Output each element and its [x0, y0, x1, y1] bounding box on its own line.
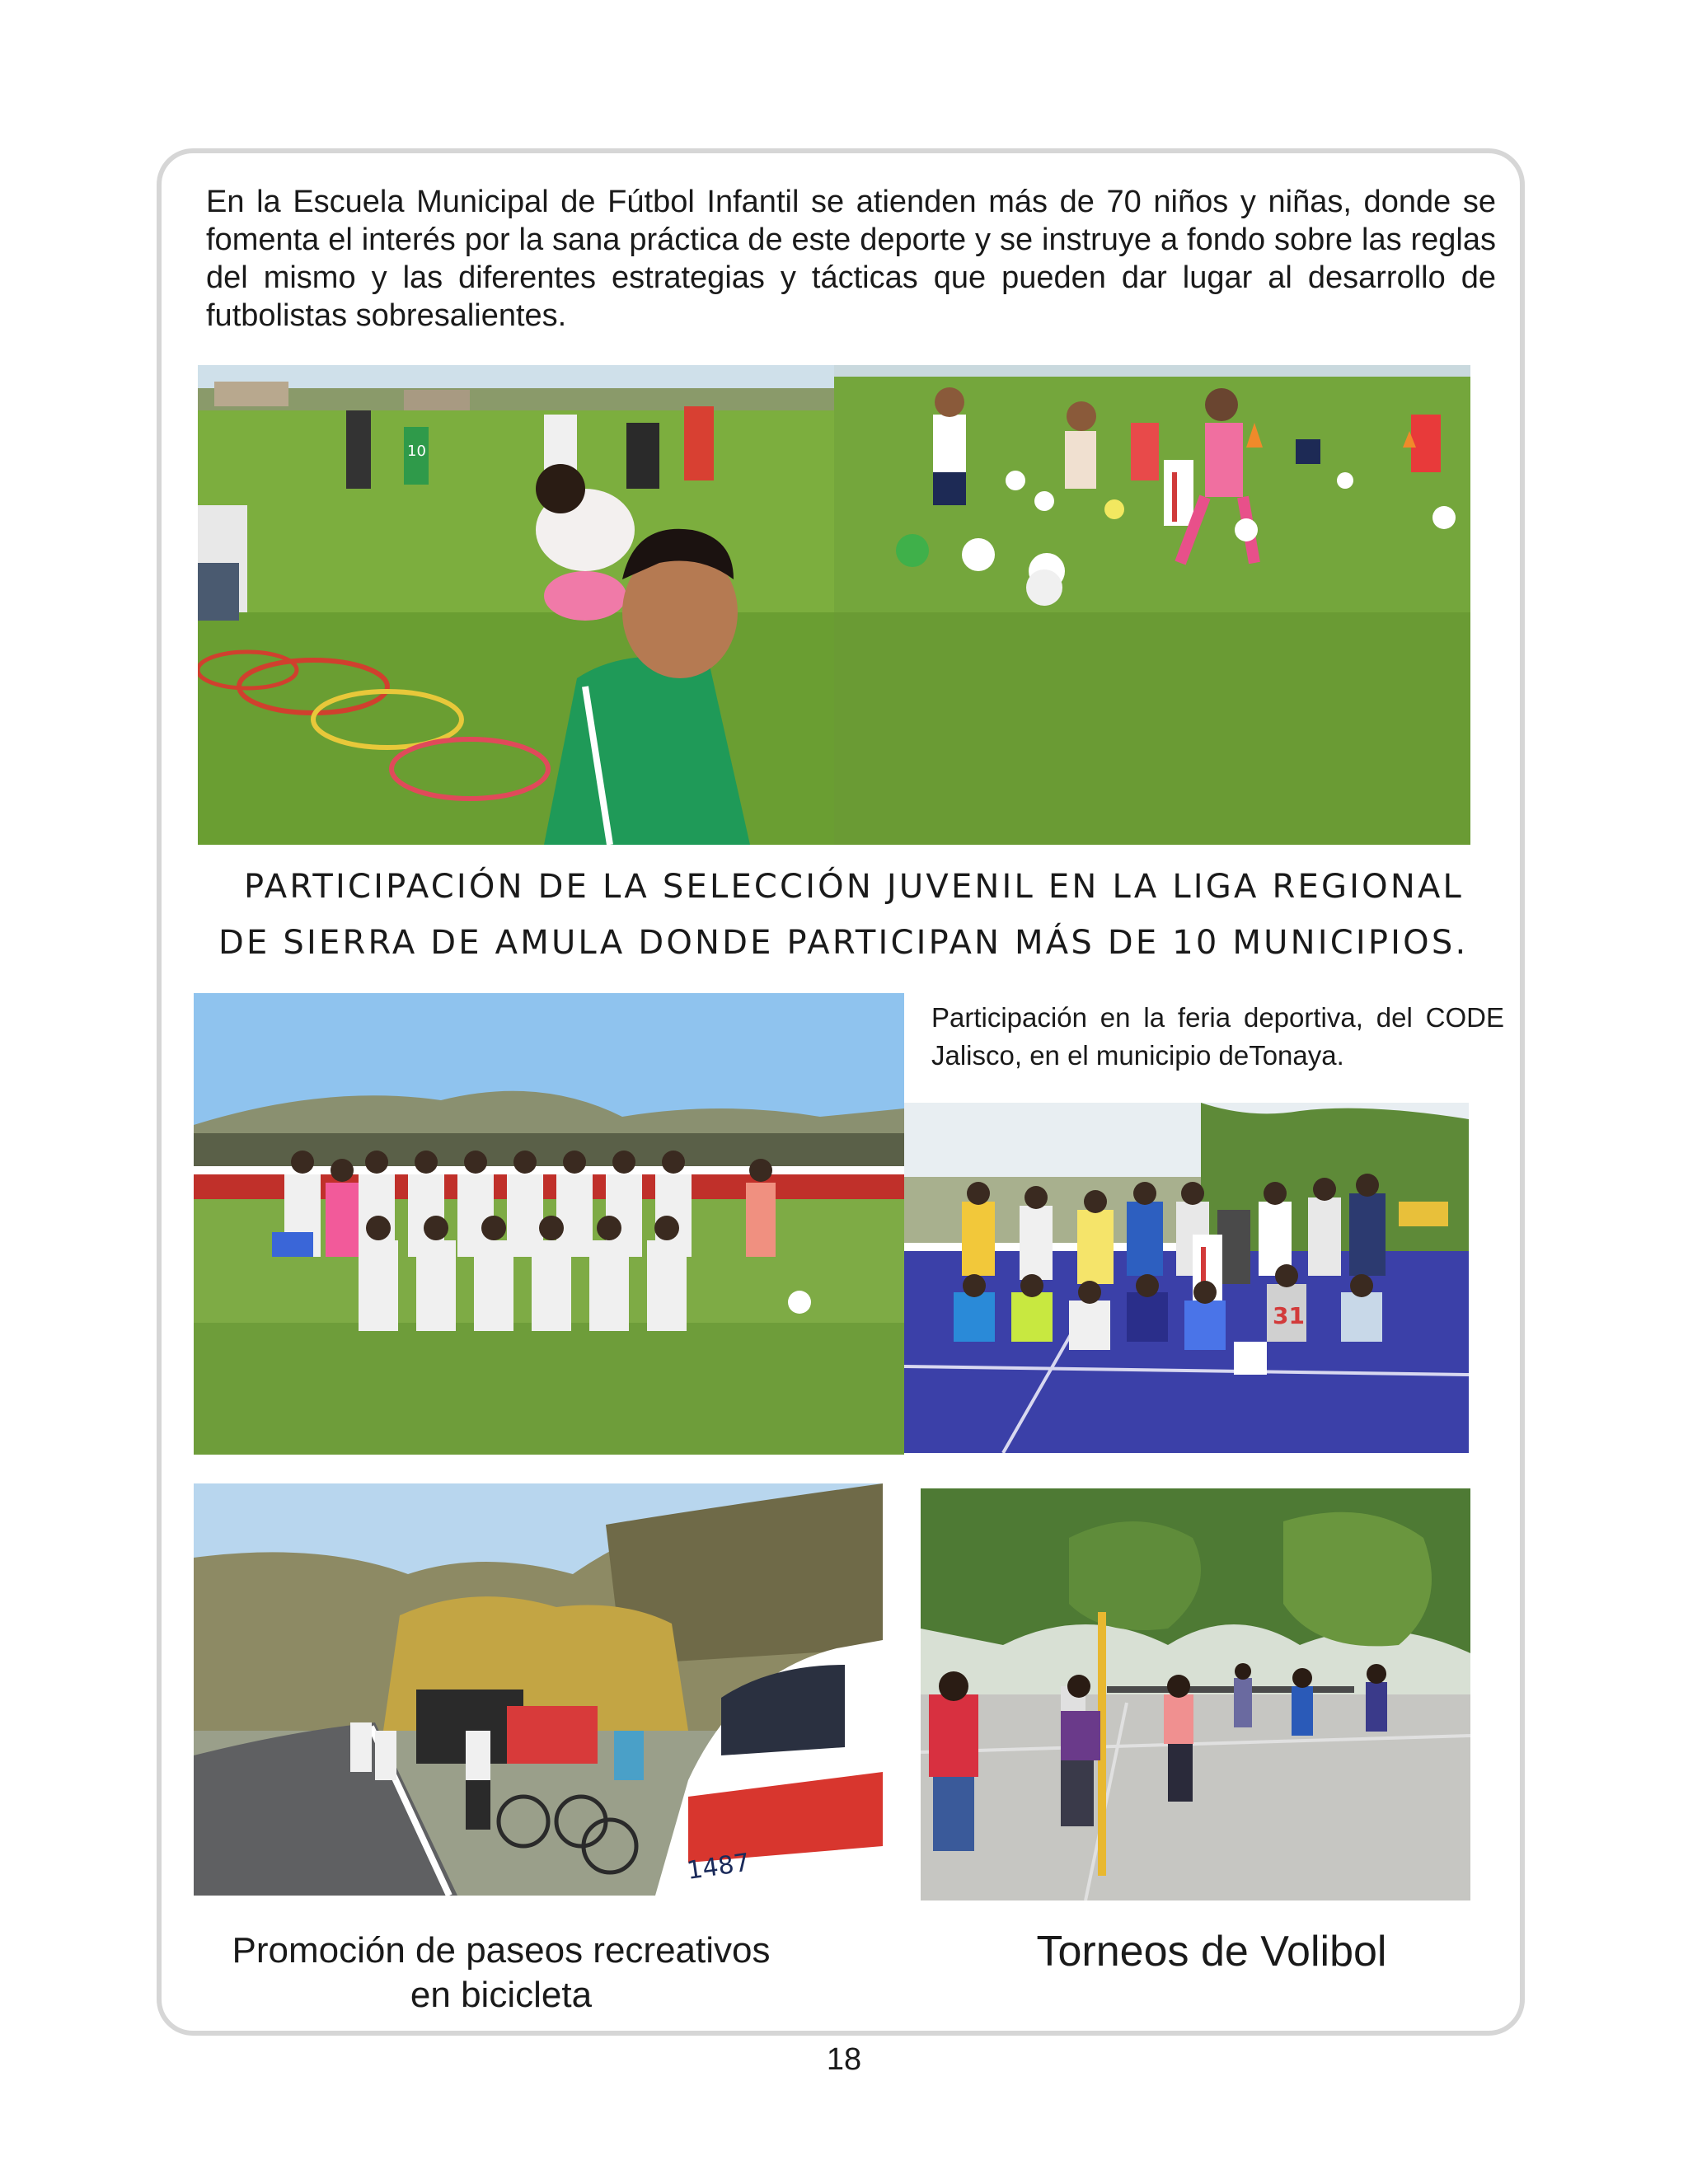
feria-caption: Participación en la feria deportiva, del CODE Jalisco, en el municipio deTonaya.: [931, 1002, 1504, 1071]
volley-caption: Torneos de Volibol: [1036, 1928, 1387, 1975]
ambulance-number: 1487: [685, 1848, 752, 1886]
jersey-number: 10: [407, 443, 426, 460]
photo-volleyball: [921, 1488, 1470, 1900]
photo-youth-team: [194, 993, 904, 1455]
bike-caption-line1: Promoción de paseos recreativos: [232, 1930, 771, 1971]
page-number: 18: [826, 2042, 862, 2077]
section-heading-line1: PARTICIPACIÓN DE LA SELECCIÓN JUVENIL EN LA LIGA REGIONAL: [244, 868, 1464, 906]
intro-paragraph: En la Escuela Municipal de Fútbol Infantil se atienden más de 70 niños y niñas, donde se fomenta el interés por la sana práctica de este deporte y se instruye a fondo sobre las reglas del mismo y las diferentes estrategias y tácticas que pueden dar lugar al desarrollo de futbolistas sobresalientes.: [206, 185, 1496, 333]
bike-caption: [196, 1929, 806, 2018]
photo-kids-hoops: [198, 365, 834, 845]
photo-bike-outing: [194, 1483, 883, 1896]
photo-kids-balls: [834, 365, 1470, 845]
shirt-number: 31: [1273, 1302, 1305, 1329]
bike-caption-line2: en bicicleta: [410, 1975, 593, 2015]
section-heading-line2: DE SIERRA DE AMULA DONDE PARTICIPAN MÁS DE 10 MUNICIPIOS.: [218, 924, 1469, 962]
photo-feria-group: [904, 1103, 1469, 1453]
